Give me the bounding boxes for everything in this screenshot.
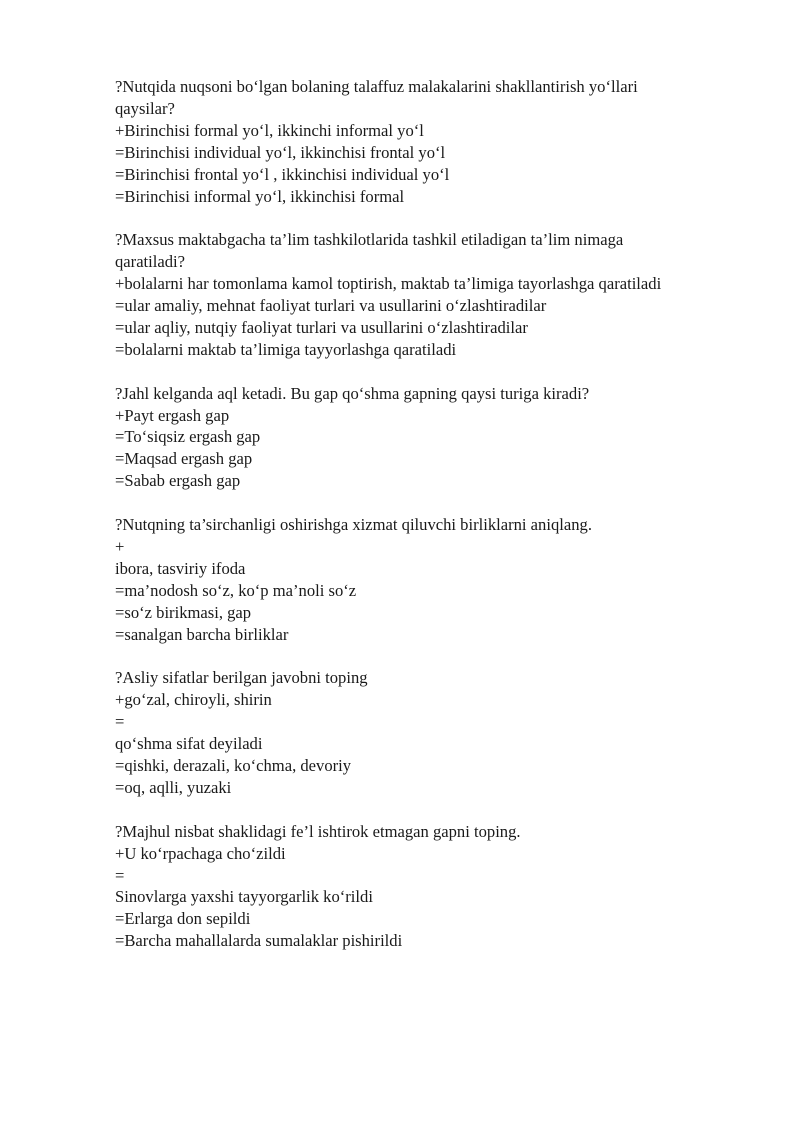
question-block-3 (115, 383, 755, 493)
correct-answer: +Payt ergash gap (115, 405, 230, 425)
question-text: ?Nutqning ta’sirchanligi oshirishga xizmat qiluvchi birliklarni aniqlang. (115, 515, 592, 535)
question-block-1 (115, 76, 755, 207)
answer-option: =Birinchisi frontal yo‘l , ikkinchisi individual yo‘l (115, 164, 450, 184)
answer-option: Sinovlarga yaxshi tayyorgarlik ko‘rildi (115, 887, 373, 907)
correct-answer: ibora, tasviriy ifoda (115, 558, 246, 578)
question-text-continued: qaratiladi? (115, 252, 186, 272)
question-text-continued: qaysilar? (115, 98, 175, 118)
answer-option: =oq, aqlli, yuzaki (115, 777, 232, 797)
question-text: ?Majhul nisbat shaklidagi fe’l ishtirok etmagan gapni toping. (115, 821, 521, 841)
answer-option: =sanalgan barcha birliklar (115, 624, 289, 644)
answer-option: =bolalarni maktab ta’limiga tayyorlashga qaratiladi (115, 339, 457, 359)
answer-option: =ma’nodosh so‘z, ko‘p ma’noli so‘z (115, 580, 357, 600)
question-block-2 (115, 229, 755, 360)
answer-option: =qishki, derazali, ko‘chma, devoriy (115, 756, 352, 776)
answer-option: =so‘z birikmasi, gap (115, 602, 252, 622)
question-text: ?Nutqida nuqsoni bo‘lgan bolaning talaffuz malakalarini shakllantirish yo‘llari (115, 77, 638, 96)
correct-answer: +Birinchisi formal yo‘l, ikkinchi informal yo‘l (115, 120, 424, 140)
answer-option-marker: = (115, 865, 125, 885)
question-text: ?Asliy sifatlar berilgan javobni toping (115, 668, 368, 688)
question-block-6 (115, 821, 755, 952)
answer-option: =To‘siqsiz ergash gap (115, 427, 261, 447)
document-content (115, 76, 755, 974)
answer-option: =Birinchisi individual yo‘l, ikkinchisi frontal yo‘l (115, 142, 446, 162)
correct-answer: +bolalarni har tomonlama kamol toptirish, maktab ta’limiga tayorlashga qaratiladi (115, 274, 662, 294)
question-block-4 (115, 514, 755, 645)
correct-answer: +go‘zal, chiroyli, shirin (115, 690, 272, 710)
question-block-5 (115, 667, 755, 798)
answer-option: =Barcha mahallalarda sumalaklar pishirildi (115, 931, 403, 951)
answer-option: =ular aqliy, nutqiy faoliyat turlari va usullarini o‘zlashtiradilar (115, 317, 528, 337)
question-text: ?Maxsus maktabgacha ta’lim tashkilotlarida tashkil etiladigan ta’lim nimaga (115, 230, 624, 250)
question-text: ?Jahl kelganda aql ketadi. Bu gap qo‘shma gapning qaysi turiga kiradi? (115, 383, 590, 403)
correct-answer: +U ko‘rpachaga cho‘zildi (115, 843, 286, 863)
answer-option: =Birinchisi informal yo‘l, ikkinchisi formal (115, 186, 405, 206)
answer-option: =Sabab ergash gap (115, 471, 241, 491)
answer-option: qo‘shma sifat deyiladi (115, 734, 263, 754)
answer-option: =Maqsad ergash gap (115, 449, 253, 469)
answer-option: =Erlarga don sepildi (115, 909, 251, 929)
correct-answer-marker: + (115, 536, 125, 556)
answer-option: =ular amaliy, mehnat faoliyat turlari va usullarini o‘zlashtiradilar (115, 296, 547, 316)
answer-option-marker: = (115, 712, 125, 732)
